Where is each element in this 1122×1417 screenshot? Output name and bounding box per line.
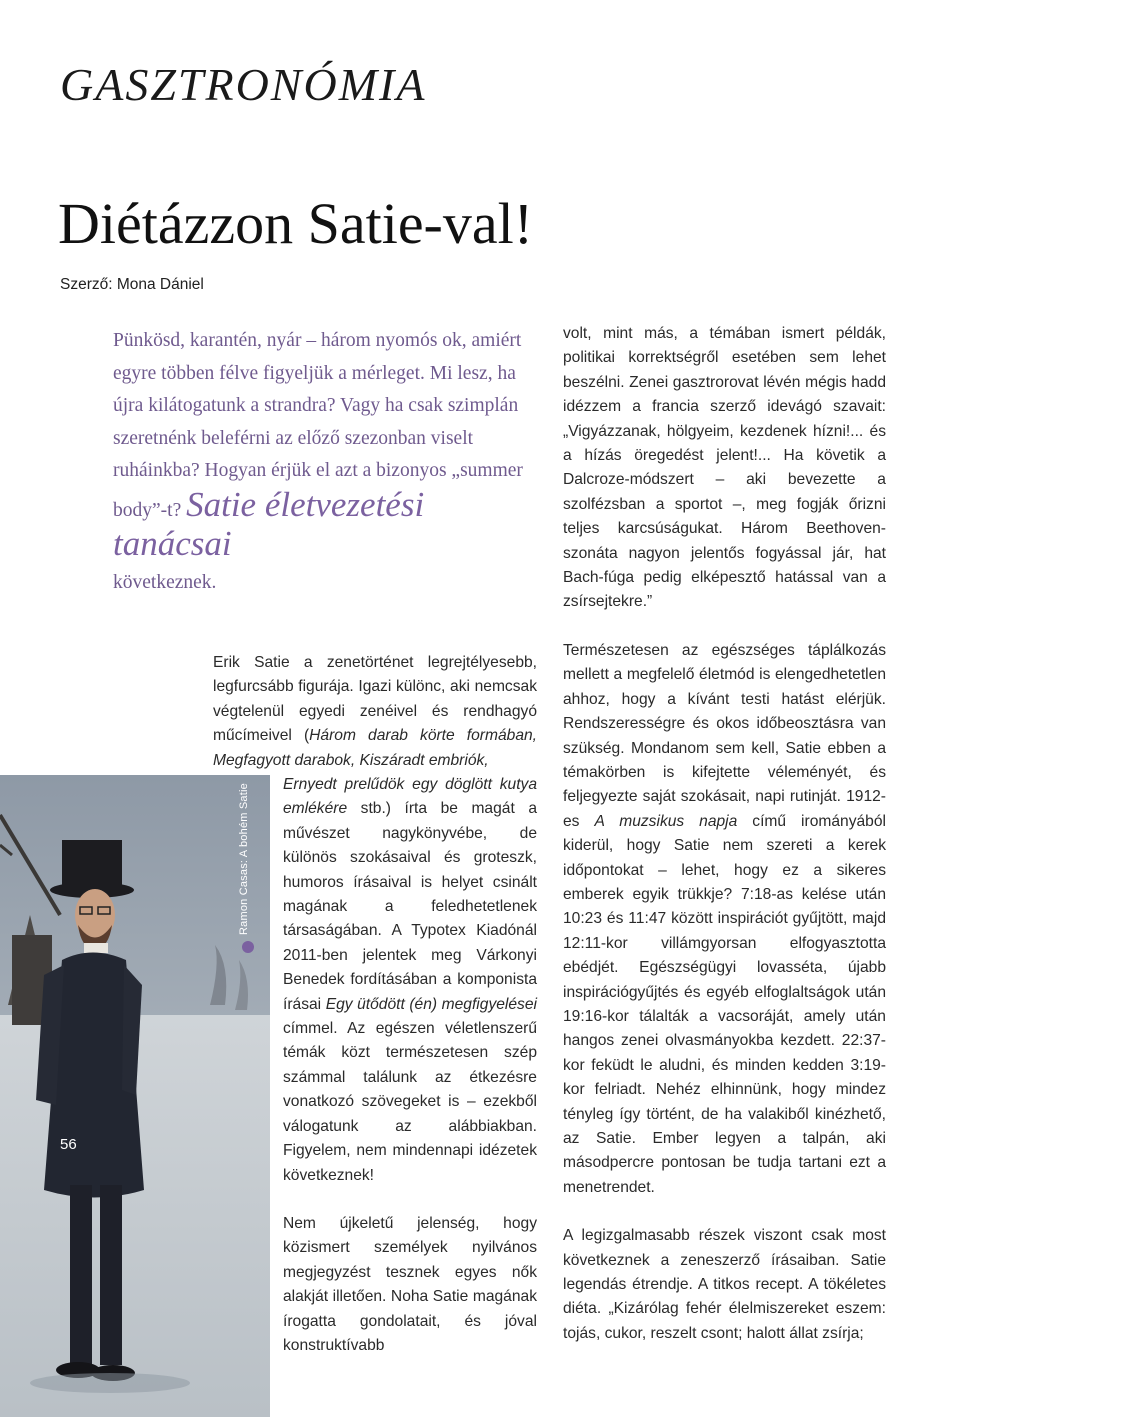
body-paragraph: Nem újkeletű jelenség, hogy közismert személyek nyilvános megjegyzést tesznek egyes nők alakját illetően. Noha Satie magának írogatta gondolatait, és jóval konstruktívabb: [283, 1214, 537, 1354]
work-titles: Három darab körte formában, Megfagyott darabok, Kiszáradt embriók,: [213, 727, 537, 769]
body-text: című irományából kiderül, hogy Satie nem szereti a kerek időpontokat – lehet, hogy ez a sikeres emberek egyik trükkje? 7:18-as kelése után 10:23 és 11:47 között inspirációt gyűjtött, majd 12:11-kor villámgyorsan elfogyasztotta ebédjét. Egészségügyi lovasséta, újabb inspirációgyűjtés és egyéb elfoglaltságok után 19:16-kor tálalták a vacsoráját, amely után hangos zenei olvasmányokba kezdett. 22:37-kor feküdt le aludni, és minden kedden 3:19-kor felriadt. Nehéz elhinnünk, hogy mindez tényleg így történt, de ha valakiből kinézhető, az Satie. Ember legyen a talpán, aki másodpercre pontosan be tudja tartani ezt a menetrendet.: [563, 812, 886, 1196]
column-1: [283, 773, 537, 1358]
body-paragraph: A legizgalmasabb részek viszont csak most következnek a zeneszerző írásaiban. Satie legendás étrendje. A titkos recept. A tökéletes diéta. „Kizárólag fehér élelmiszereket eszem: tojás, cukor, reszelt csont; halott állat zsírja;: [563, 1227, 886, 1342]
lead-emphasis: Satie életvezetési tanácsai: [113, 484, 425, 563]
lead-ending: következnek.: [113, 571, 217, 593]
body-paragraph: [563, 639, 886, 1200]
author-line: Szerző: Mona Dániel: [60, 276, 204, 293]
painting-image: [0, 775, 270, 1417]
section-heading: GASZTRONÓMIA: [60, 59, 427, 110]
lead-paragraph: [113, 325, 523, 599]
body-paragraph: volt, mint más, a témában ismert példák, politikai korrektségről esetében sem lehet beszélni. Zenei gasztrorovat lévén mégis hadd idézzem a francia szerző idevágó szavait: „Vigyázzanak, hölgyeim, kezdenek hízni!... és a hízás öregedést jelent!... Ha követik a Dalcroze-módszert – aki bevezette a szolfézsban a sportot –, meg fogják őrizni teljes karcsúságukat. Három Beethoven-szonáta nagyon jelentős fogyással jár, hat Bach-fúga pedig elképesztő hatással van a zsírsejtekre.”: [563, 325, 886, 611]
page-number: 56: [60, 1136, 77, 1153]
image-caption: Ramon Casas: A bohém Satie: [238, 783, 250, 935]
column-2: [563, 322, 886, 1346]
column-1-top: [213, 651, 537, 773]
article-title: Diétázzon Satie-val!: [58, 191, 534, 256]
body-text: címmel. Az egészen véletlenszerű témák közt természetesen szép számmal találunk az étkezésre vonatkozó szövegeket is – ezekből válogatunk az alábbiakban. Figyelem, nem mindennapi idézetek következnek!: [283, 1020, 537, 1184]
work-title: Ernyedt prelűdök egy döglött kutya emlékére: [283, 776, 537, 818]
copyright-icon: [241, 940, 255, 954]
body-text: stb.) írta be magát a művészet nagykönyvébe, de különös szokásaival és groteszk, humoros írásaival is helyet csinált magának a feledhetetlenek társaságában. A Typotex Kiadónál 2011-ben jelentek meg Várkonyi Benedek fordításában a komponista írásai: [283, 800, 537, 1013]
body-paragraph: [283, 773, 537, 1188]
work-title: A muzsikus napja: [594, 812, 738, 830]
lead-text: Pünkösd, karantén, nyár – három nyomós ok, amiért egyre többen félve figyeljük a mérleget. Mi lesz, ha újra kilátogatunk a strandra? Vagy ha csak szimplán szeretnénk beleférni az előző szezonban viselt ruháinkba? Hogyan érjük el azt a bizonyos „summer body”-t?: [113, 330, 523, 521]
body-text: Természetesen az egészséges táplálkozás mellett a megfelelő életmód is elengedhetetlen ahhoz, hogy a kívánt testi hatást elérjük. Rendszerességre és okos időbeosztásra van szükség. Mondanom sem kell, Satie ebben a témakörben is kifejtette véleményét, és feljegyezte saját szokásait, napi rutinját. 1912-es: [563, 641, 886, 830]
body-text: Erik Satie a zenetörténet legrejtélyesebb, legfurcsább figurája. Igazi különc, aki nemcsak végtelenül egyedi zenéivel és rendhagyó műcímeivel (: [213, 654, 537, 745]
body-paragraph: [213, 651, 537, 773]
book-title: Egy ütődött (én) megfigyelései: [325, 995, 537, 1013]
